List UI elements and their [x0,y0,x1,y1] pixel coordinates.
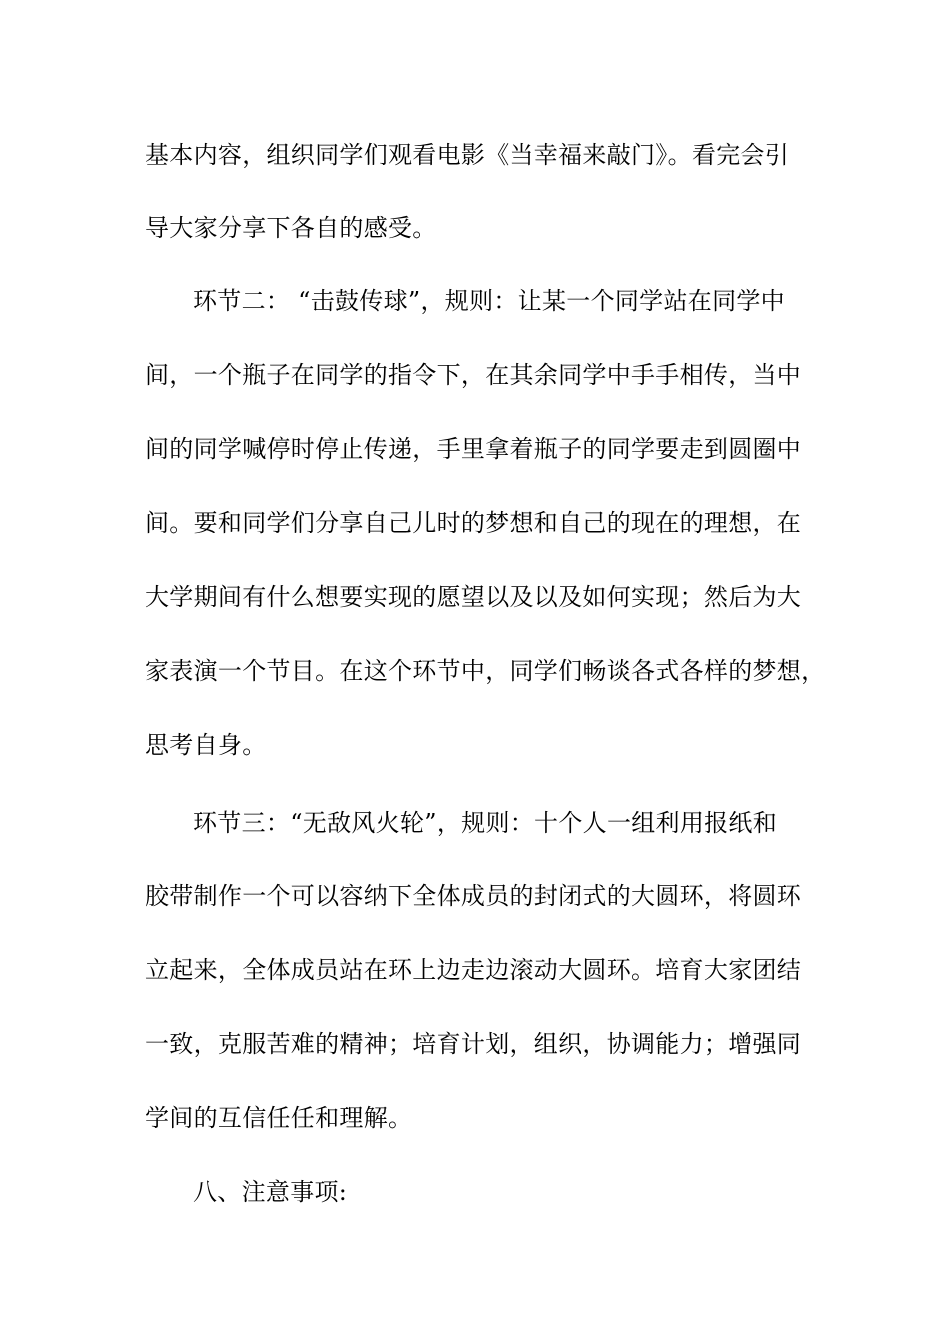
text-line: 基本内容，组织同学们观看电影《当幸福来敲门》。看完会引 [145,141,790,169]
text-line: 环节三：“无敌风火轮”，规则：十个人一组利用报纸和 [193,809,778,837]
text-line: 间，一个瓶子在同学的指令下，在其余同学中手手相传，当中 [145,361,802,389]
section-heading: 八、注意事项: [193,1178,348,1206]
text-line: 一致，克服苦难的精神；培育计划，组织，协调能力；增强同 [145,1030,802,1058]
text-line: 胶带制作一个可以容纳下全体成员的封闭式的大圆环，将圆环 [145,882,802,910]
text-line: 思考自身。 [145,731,267,759]
text-line: 间。要和同学们分享自己儿时的梦想和自己的现在的理想，在 [145,509,802,537]
text-line: 家表演一个节目。在这个环节中，同学们畅谈各式各样的梦想， [145,657,826,685]
text-line: 间的同学喊停时停止传递，手里拿着瓶子的同学要走到圆圈中 [145,435,802,463]
text-line: 大学期间有什么想要实现的愿望以及以及如何实现；然后为大 [145,583,802,611]
text-line: 学间的互信任任和理解。 [145,1104,413,1132]
text-line: 环节二： “击鼓传球”，规则：让某一个同学站在同学中 [193,287,785,315]
text-line: 导大家分享下各自的感受。 [145,214,437,242]
text-line: 立起来，全体成员站在环上边走边滚动大圆环。培育大家团结 [145,956,802,984]
